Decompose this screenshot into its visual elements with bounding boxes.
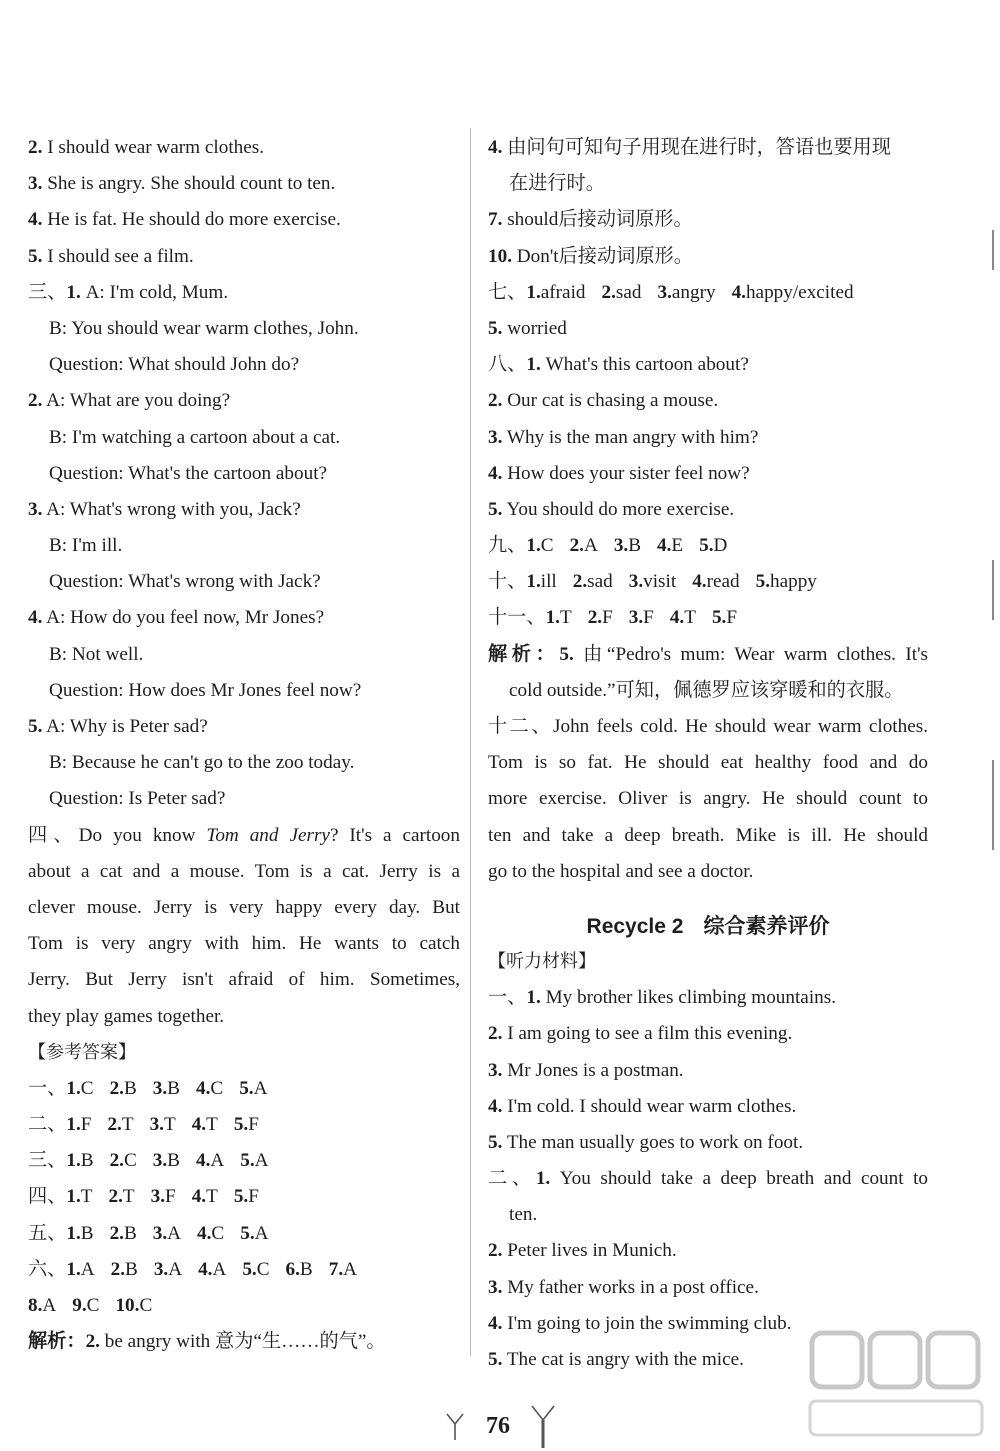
item-text: A: What's wrong with you, Jack? xyxy=(42,498,301,520)
left-line-9 xyxy=(28,420,460,456)
item-text: A: What are you doing? xyxy=(42,390,231,412)
answer-value: C xyxy=(139,1295,153,1316)
answer-value: T xyxy=(122,1186,135,1208)
item-text: Peter lives in Munich. xyxy=(502,1240,677,1262)
item-number: 4. xyxy=(488,462,503,484)
answer-value: C xyxy=(80,1077,94,1099)
item-number: 5. xyxy=(28,245,43,267)
answer-row-6 xyxy=(28,1252,460,1288)
passage-line-2: about a cat and a mouse. Tom is a cat. Jerry is a xyxy=(28,860,460,882)
section-number: 一、 xyxy=(28,1077,67,1099)
answer-value: F xyxy=(248,1186,259,1208)
answer-value: A xyxy=(42,1295,57,1316)
analysis-line-1: 解析：5. 由“Pedro's mum: Wear warm clothes. It's xyxy=(488,643,928,665)
answer-row-nine xyxy=(488,528,928,564)
left-column xyxy=(28,130,460,1360)
item-text: Our cat is chasing a mouse. xyxy=(502,390,719,412)
item-text: You should do more exercise. xyxy=(502,498,735,520)
answer-row-4 xyxy=(28,1179,460,1215)
answer-number: 5. xyxy=(239,1077,254,1099)
answer-rows xyxy=(28,1071,460,1324)
answer-number: 2. xyxy=(107,1114,122,1136)
answer-value: C xyxy=(211,1222,225,1244)
answer-value: T xyxy=(684,607,696,629)
item-text: A: How do you feel now, Mr Jones? xyxy=(42,607,325,629)
answer-number: 2. xyxy=(572,571,588,593)
item-text: A: Why is Peter sad? xyxy=(42,716,208,737)
item-text: How does your sister feel now? xyxy=(502,462,750,484)
twelve-line-5: go to the hospital and see a doctor. xyxy=(488,860,754,882)
watermark-logo-icon xyxy=(806,1323,986,1443)
answer-number: 5. xyxy=(233,1186,249,1208)
answer-number: 4. xyxy=(198,1258,213,1280)
answer-value: T xyxy=(163,1114,176,1136)
answer-row-eleven-line xyxy=(488,600,928,636)
answer-value: B xyxy=(628,535,642,557)
listening-part-1-item-2 xyxy=(488,1016,928,1052)
item-text: Don't后接动词原形。 xyxy=(511,245,693,267)
answer-value: afraid xyxy=(540,281,586,303)
answer-value: C xyxy=(86,1295,100,1316)
answer-value: F xyxy=(248,1114,259,1136)
left-line-5 xyxy=(28,275,460,311)
answer-value: sad xyxy=(615,281,642,303)
passage-line-3: clever mouse. Jerry is very happy every day. But xyxy=(28,896,460,918)
footer-ornament-right-icon xyxy=(530,1404,556,1450)
listening-part-1-item-4 xyxy=(488,1089,928,1125)
item-text: Question: How does Mr Jones feel now? xyxy=(49,679,362,701)
recycle-subtitle: 综合素养评价 xyxy=(703,914,830,938)
item-text: My brother likes climbing mountains. xyxy=(540,987,837,1009)
answer-row-seven-cont: 5. worried xyxy=(488,317,567,339)
answer-row-5 xyxy=(28,1216,460,1252)
left-lines xyxy=(28,130,460,818)
section-number: 三、 xyxy=(28,281,67,303)
answer-number: 1. xyxy=(66,1186,81,1208)
answer-value: B xyxy=(123,1077,137,1099)
item-text: I'm going to join the swimming club. xyxy=(502,1312,792,1334)
answer-value: B xyxy=(123,1222,137,1244)
answer-number: 3. xyxy=(152,1222,168,1244)
item-text: I should wear warm clothes. xyxy=(42,137,265,158)
answer-value: visit xyxy=(643,571,677,593)
answer-number: 2. xyxy=(587,607,603,629)
item-number: 4. xyxy=(28,607,43,629)
answer-rows-eight xyxy=(488,347,928,528)
answer-row-7 xyxy=(28,1288,460,1324)
answer-value: C xyxy=(123,1150,137,1172)
answer-value: E xyxy=(671,535,684,557)
section-number: 十、 xyxy=(488,571,527,593)
answer-value: A xyxy=(210,1150,225,1172)
item-text: 在进行时。 xyxy=(509,173,605,195)
item-number: 1. xyxy=(66,281,81,303)
answer-number: 3. xyxy=(152,1150,168,1172)
item-text: My father works in a post office. xyxy=(502,1276,759,1298)
answer-number: 2. xyxy=(108,1186,123,1208)
item-number: 2. xyxy=(28,390,43,412)
answer-value: F xyxy=(80,1114,92,1136)
listening-heading: 【听力材料】 xyxy=(488,950,596,972)
item-number: 3. xyxy=(488,426,503,448)
section-number: 九、 xyxy=(488,535,527,557)
section-number: 三、 xyxy=(28,1150,67,1172)
answer-number: 1. xyxy=(526,571,541,593)
answer-row-seven xyxy=(488,275,928,311)
item-text: Question: What's wrong with Jack? xyxy=(49,571,321,593)
answer-value: angry xyxy=(671,281,716,303)
item-text: What's this cartoon about? xyxy=(540,354,749,376)
section-number: 一、 xyxy=(488,987,527,1009)
answer-number: 5. xyxy=(711,607,727,629)
listening-part-1-item-5 xyxy=(488,1125,928,1161)
left-line-12 xyxy=(28,528,460,564)
answer-value: B xyxy=(80,1222,94,1244)
answer-number: 4. xyxy=(197,1222,212,1244)
note-line-2 xyxy=(488,166,928,202)
answer-number: 1. xyxy=(66,1077,81,1099)
item-text: He is fat. He should do more exercise. xyxy=(42,209,341,231)
answer-number: 1. xyxy=(66,1150,81,1172)
item-number: 3. xyxy=(488,1276,503,1298)
answer-number: 1. xyxy=(66,1222,81,1244)
answer-value: A xyxy=(343,1258,357,1280)
answer-number: 4. xyxy=(195,1150,211,1172)
question-eight-4 xyxy=(488,456,928,492)
item-text: B: I'm ill. xyxy=(49,535,123,557)
answer-number: 2. xyxy=(109,1150,124,1172)
section-number: 十一、 xyxy=(488,607,546,629)
item-number: 1. xyxy=(526,987,541,1009)
answer-number: 2. xyxy=(109,1222,124,1244)
item-text: A: I'm cold, Mum. xyxy=(80,281,229,303)
section-number: 二、 xyxy=(28,1114,67,1136)
item-number: 3. xyxy=(488,1059,503,1081)
question-eight-2 xyxy=(488,383,928,419)
item-number: 2. xyxy=(28,137,43,158)
answer-number: 1. xyxy=(66,1114,81,1136)
left-line-10 xyxy=(28,456,460,492)
page-edge-mark xyxy=(992,560,994,620)
item-number: 3. xyxy=(28,498,43,520)
item-number: 2. xyxy=(488,1240,503,1262)
twelve-line-1: 十二、John feels cold. He should wear warm clothes. xyxy=(488,716,928,737)
footer-ornament-left-icon xyxy=(444,1410,466,1444)
answer-value: A xyxy=(80,1258,95,1280)
listening-part-2-item-3 xyxy=(488,1270,928,1306)
item-text: Mr Jones is a postman. xyxy=(502,1059,684,1081)
item-number: 5. xyxy=(488,1349,503,1370)
item-text: should后接动词原形。 xyxy=(502,209,693,231)
listening-part-2-item-1-cont: ten. xyxy=(509,1204,538,1226)
answer-number: 5. xyxy=(240,1150,255,1172)
item-number: 4. xyxy=(488,1312,503,1334)
item-number: 4. xyxy=(488,137,503,158)
answer-number: 4. xyxy=(692,571,707,593)
analysis-note: 解析：2. be angry with 意为“生……的气”。 xyxy=(28,1331,386,1353)
item-text: The man usually goes to work on foot. xyxy=(502,1131,804,1153)
answer-value: T xyxy=(206,1186,218,1208)
answer-number: 4. xyxy=(191,1114,207,1136)
item-number: 5. xyxy=(488,1131,503,1153)
answer-number: 5. xyxy=(233,1114,249,1136)
left-line-16 xyxy=(28,673,460,709)
answer-row-2 xyxy=(28,1107,460,1143)
answer-number: 3. xyxy=(628,607,644,629)
item-text: I should see a film. xyxy=(42,245,194,267)
answer-value: T xyxy=(206,1114,218,1136)
item-number: 7. xyxy=(488,209,503,231)
item-text: B: You should wear warm clothes, John. xyxy=(49,317,359,339)
listening-part-1-item-3 xyxy=(488,1053,928,1089)
answer-number: 3. xyxy=(657,281,672,303)
right-column xyxy=(488,130,928,1378)
section-number: 八、 xyxy=(488,354,527,376)
note-line-1 xyxy=(488,130,928,166)
item-text: Why is the man angry with him? xyxy=(502,426,759,448)
answer-number: 4. xyxy=(669,607,685,629)
analysis-line-2: cold outside.”可知，佩德罗应该穿暖和的衣服。 xyxy=(509,679,904,701)
left-line-15 xyxy=(28,637,460,673)
answer-number: 4. xyxy=(731,281,746,303)
answer-number: 5. xyxy=(699,535,714,557)
item-text: 由问句可知句子用现在进行时，答语也要用现 xyxy=(502,137,891,158)
section-number: 四、 xyxy=(28,1186,67,1208)
twelve-line-2: Tom is so fat. He should eat healthy food and do xyxy=(488,752,928,774)
recycle-title: Recycle 2 xyxy=(586,914,684,938)
left-line-14 xyxy=(28,600,460,636)
passage-line-5: Jerry. But Jerry isn't afraid of him. Sometimes, xyxy=(28,969,460,991)
answer-number: 1. xyxy=(545,607,560,629)
item-number: 10. xyxy=(488,245,512,267)
answer-number: 2. xyxy=(110,1258,126,1280)
right-notes xyxy=(488,130,928,275)
section-number: 六、 xyxy=(28,1258,67,1280)
answer-value: A xyxy=(254,1222,269,1244)
twelve-line-3: more exercise. Oliver is angry. He should count to xyxy=(488,788,928,810)
answer-number: 3. xyxy=(613,535,629,557)
question-eight-5 xyxy=(488,492,928,528)
item-text: Question: Is Peter sad? xyxy=(49,788,226,810)
answer-value: A xyxy=(253,1077,268,1099)
answer-value: A xyxy=(212,1258,227,1280)
answer-value: happy xyxy=(770,571,817,593)
answer-number: 3. xyxy=(153,1258,169,1280)
answer-row-3 xyxy=(28,1143,460,1179)
page-number: 76 xyxy=(486,1412,510,1439)
item-number: 5. xyxy=(488,498,503,520)
answer-number: 8. xyxy=(28,1295,43,1316)
answer-number: 1. xyxy=(526,535,541,557)
page-edge-mark xyxy=(992,760,994,850)
answer-value: B xyxy=(167,1077,180,1099)
answer-number: 4. xyxy=(191,1186,207,1208)
left-line-6 xyxy=(28,311,460,347)
answer-value: A xyxy=(254,1150,269,1172)
answer-number: 10. xyxy=(115,1295,140,1316)
note-line-3 xyxy=(488,202,928,238)
answer-number: 7. xyxy=(328,1258,344,1280)
left-line-11 xyxy=(28,492,460,528)
answer-value: read xyxy=(706,571,740,593)
answer-value: B xyxy=(125,1258,138,1280)
left-line-4 xyxy=(28,239,460,275)
listening-part-2-item-2 xyxy=(488,1233,928,1269)
answer-value: D xyxy=(713,535,728,557)
left-line-8 xyxy=(28,383,460,419)
left-line-1 xyxy=(28,130,460,166)
answer-row-eleven xyxy=(488,600,928,636)
answer-value: T xyxy=(559,607,572,629)
section-number: 五、 xyxy=(28,1222,67,1244)
item-number: 3. xyxy=(28,173,43,195)
answer-row-ten-line xyxy=(488,564,928,600)
passage-line-1: 四、Do you know Tom and Jerry? It's a cartoon xyxy=(28,824,460,846)
answer-number: 4. xyxy=(657,535,672,557)
passage-line-6: they play games together. xyxy=(28,1005,225,1027)
item-number: 2. xyxy=(488,1023,503,1045)
answer-value: F xyxy=(602,607,613,629)
question-eight-3 xyxy=(488,420,928,456)
reference-answers-heading: 【参考答案】 xyxy=(28,1041,136,1063)
answer-number: 3. xyxy=(628,571,644,593)
answer-number: 2. xyxy=(569,535,584,557)
answer-number: 4. xyxy=(195,1077,211,1099)
left-line-18 xyxy=(28,745,460,781)
left-line-13 xyxy=(28,564,460,600)
section-title xyxy=(488,890,928,944)
answer-value: F xyxy=(726,607,737,629)
answer-value: B xyxy=(80,1150,94,1172)
answer-number: 6. xyxy=(285,1258,300,1280)
answer-row-ten xyxy=(488,564,928,600)
answer-number: 1. xyxy=(66,1258,81,1280)
item-number: 4. xyxy=(28,209,43,231)
answer-row-1 xyxy=(28,1071,460,1107)
answer-value: T xyxy=(80,1186,93,1208)
answer-value: A xyxy=(168,1258,183,1280)
left-line-19 xyxy=(28,781,460,817)
question-eight-1 xyxy=(488,347,928,383)
answer-value: C xyxy=(540,535,554,557)
answer-value: B xyxy=(299,1258,313,1280)
item-text: B: Because he can't go to the zoo today. xyxy=(49,752,355,774)
answer-number: 3. xyxy=(150,1186,166,1208)
answer-number: 5. xyxy=(242,1258,257,1280)
listening-part-1 xyxy=(488,980,928,1161)
listening-part-1-item-1 xyxy=(488,980,928,1016)
item-text: I'm cold. I should wear warm clothes. xyxy=(502,1095,797,1117)
answer-value: C xyxy=(256,1258,270,1280)
answer-row-nine-line xyxy=(488,528,928,564)
left-line-17 xyxy=(28,709,460,745)
answer-value: ill xyxy=(540,571,557,593)
answer-value: A xyxy=(583,535,598,557)
answer-value: T xyxy=(121,1114,134,1136)
item-number: 1. xyxy=(526,354,541,376)
item-text: I am going to see a film this evening. xyxy=(502,1023,793,1045)
listening-part-2-item-1: 二、1. You should take a deep breath and count to xyxy=(488,1168,928,1190)
left-line-7 xyxy=(28,347,460,383)
answer-value: B xyxy=(167,1150,180,1172)
item-number: 4. xyxy=(488,1095,503,1117)
answer-value: C xyxy=(210,1077,224,1099)
answer-number: 5. xyxy=(755,571,770,593)
item-number: 2. xyxy=(488,390,503,412)
item-text: B: I'm watching a cartoon about a cat. xyxy=(49,426,341,448)
answer-number: 5. xyxy=(240,1222,255,1244)
answer-row-seven-line xyxy=(488,275,928,311)
twelve-line-4: ten and take a deep breath. Mike is ill. He should xyxy=(488,824,928,846)
item-text: Question: What's the cartoon about? xyxy=(49,462,328,484)
column-divider xyxy=(470,128,471,1356)
item-text: Question: What should John do? xyxy=(49,354,300,376)
page-edge-mark xyxy=(992,230,994,270)
answer-value: F xyxy=(165,1186,176,1208)
answer-number: 1. xyxy=(526,281,541,303)
left-line-2 xyxy=(28,166,460,202)
item-text: She is angry. She should count to ten. xyxy=(42,173,336,195)
answer-value: A xyxy=(167,1222,182,1244)
answer-number: 3. xyxy=(152,1077,168,1099)
item-text: The cat is angry with the mice. xyxy=(502,1349,744,1370)
answer-value: happy/excited xyxy=(745,281,854,303)
answer-number: 2. xyxy=(109,1077,124,1099)
answer-number: 3. xyxy=(149,1114,164,1136)
note-line-4 xyxy=(488,239,928,275)
answer-number: 2. xyxy=(601,281,616,303)
answer-value: F xyxy=(643,607,654,629)
section-number: 七、 xyxy=(488,281,527,303)
left-line-3 xyxy=(28,202,460,238)
answer-value: sad xyxy=(587,571,613,593)
item-number: 5. xyxy=(28,716,43,737)
passage-line-4: Tom is very angry with him. He wants to catch xyxy=(28,933,460,955)
item-text: B: Not well. xyxy=(49,643,144,665)
answer-number: 9. xyxy=(72,1295,87,1316)
